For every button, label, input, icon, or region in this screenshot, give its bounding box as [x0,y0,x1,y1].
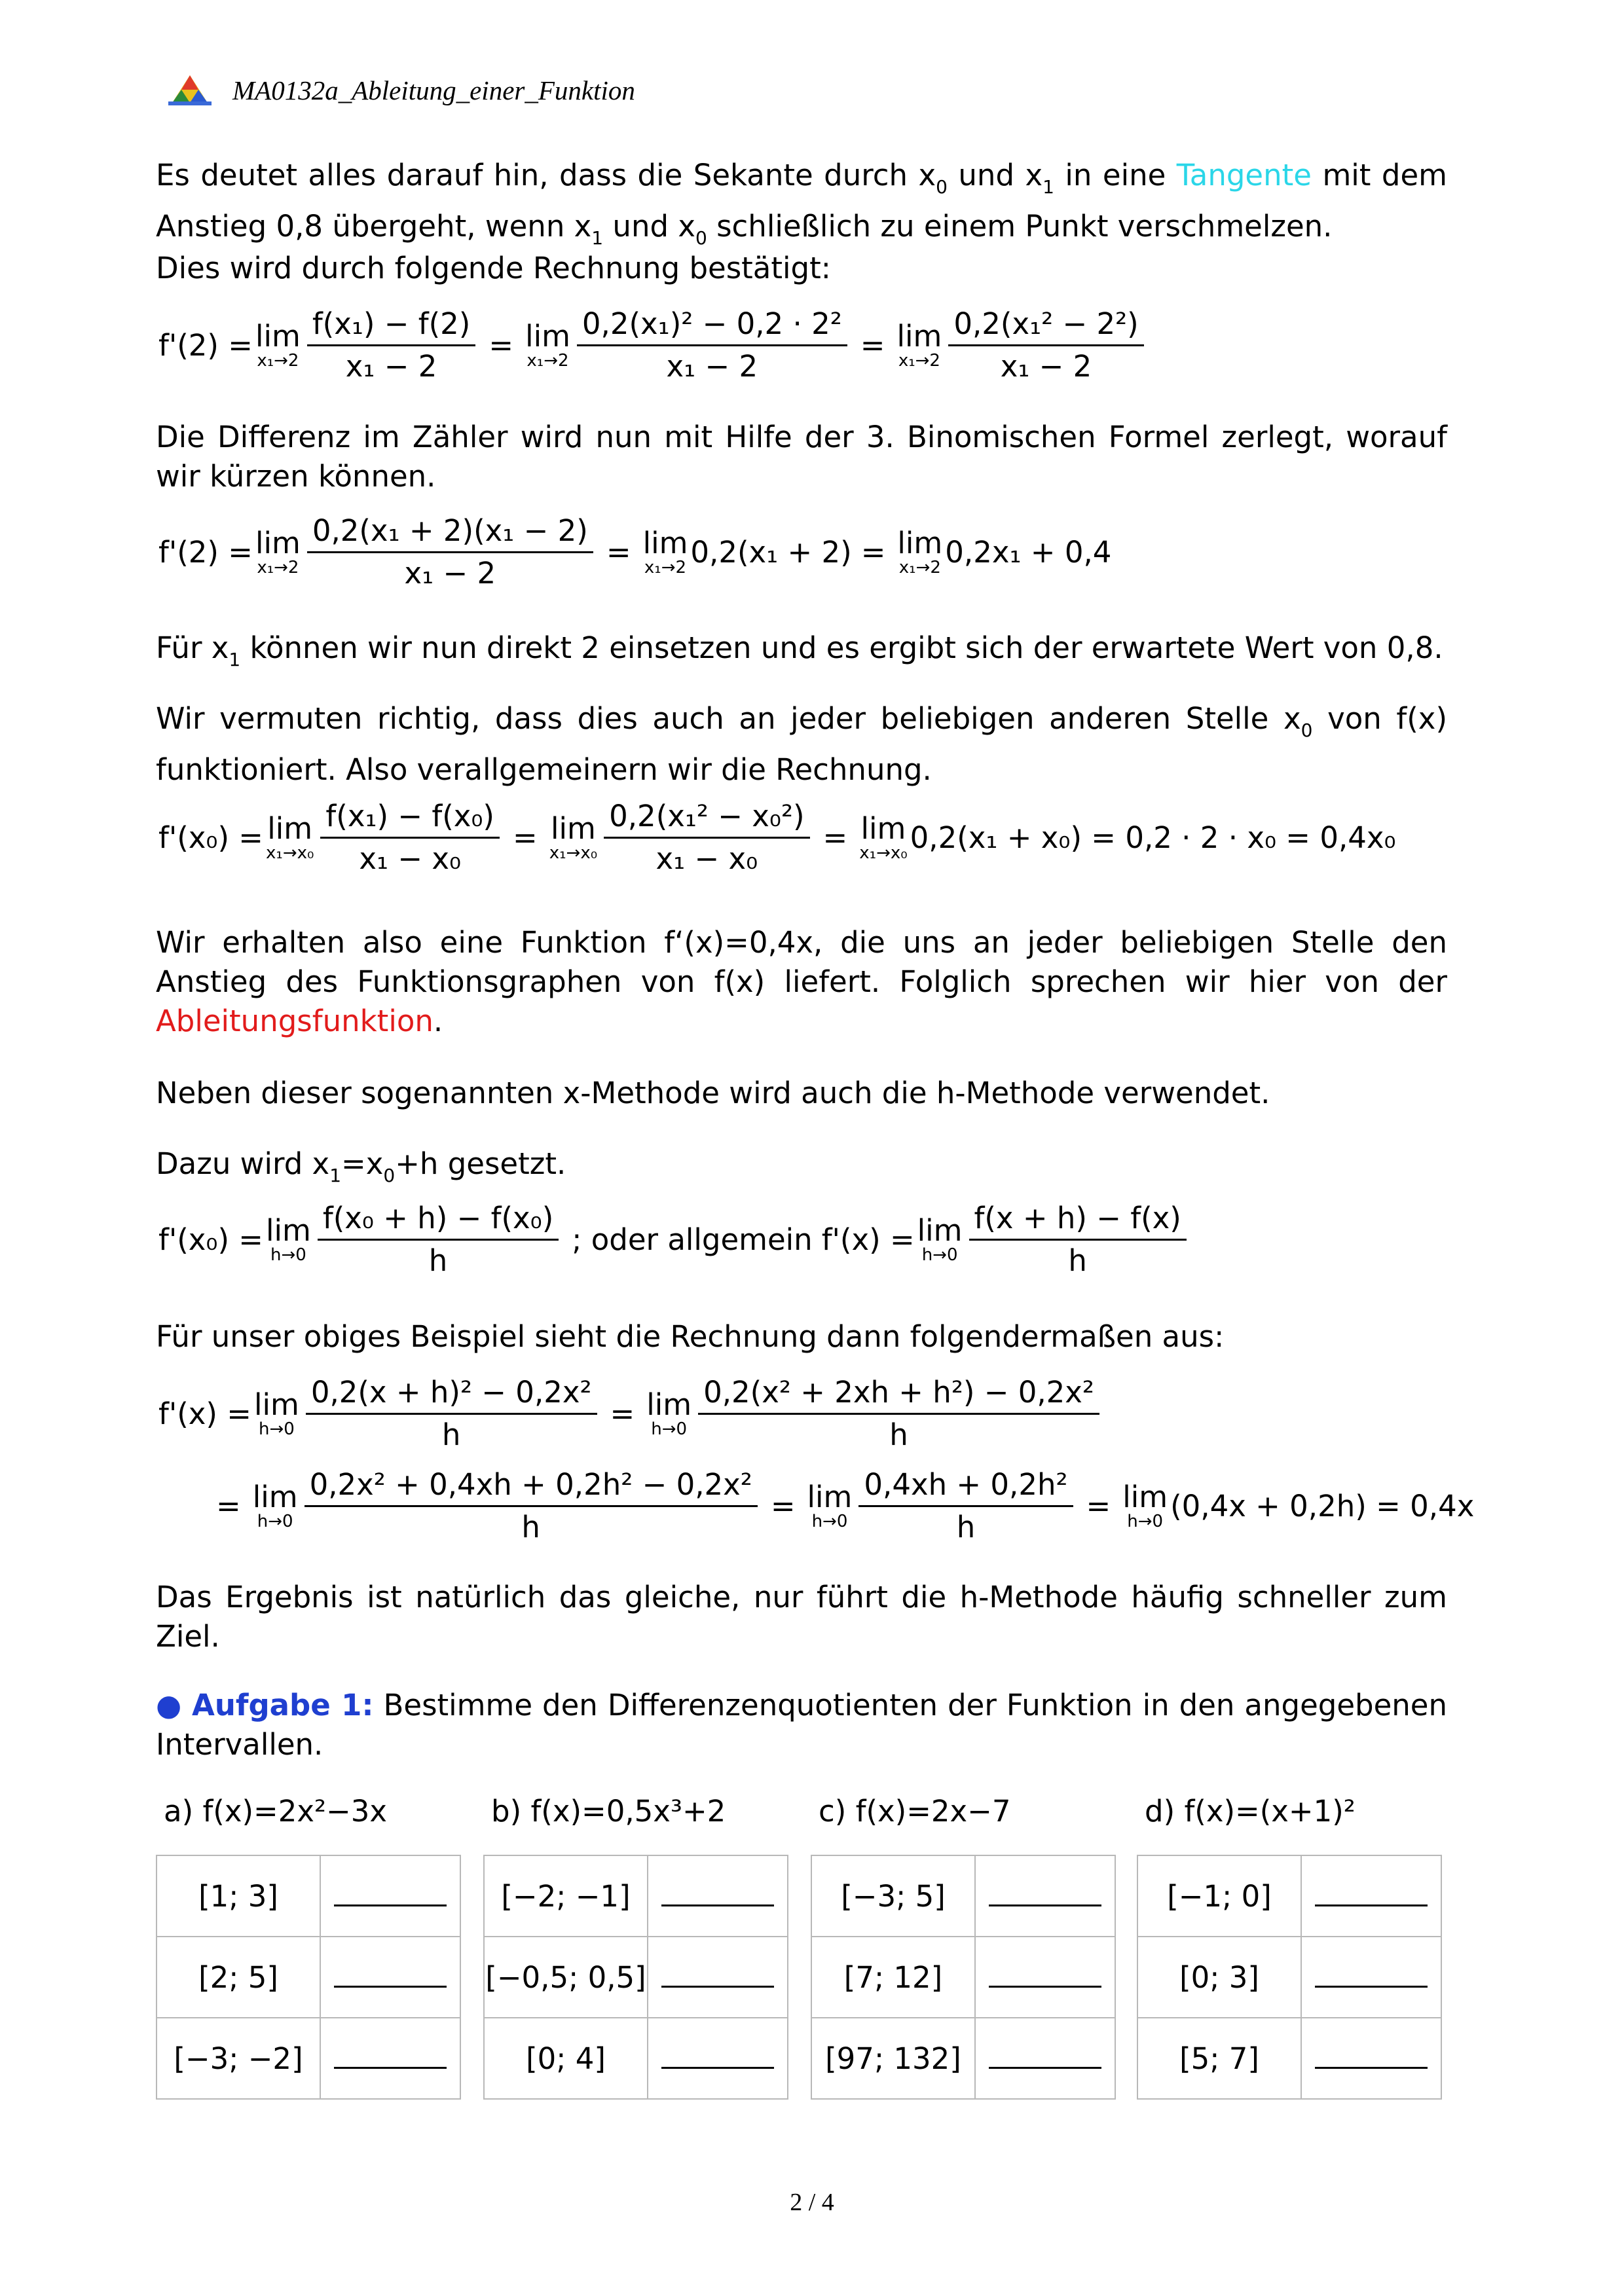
table-row: [97; 132] [811,2018,1115,2099]
answer-blank[interactable] [989,1963,1101,1988]
answer-blank[interactable] [989,2045,1101,2069]
interval-table-c [811,1855,1116,2100]
document-title: MA0132a_Ableitung_einer_Funktion [232,75,635,105]
answer-blank[interactable] [661,2045,774,2069]
interval-table-a [156,1855,461,2100]
table-row: [−3; −2] [157,2018,460,2099]
tangente-term: Tangente [1176,158,1312,192]
answer-blank[interactable] [1315,1882,1428,1906]
page-number: 2 / 4 [790,2189,834,2216]
function-c-heading: c) f(x)=2x−7 [819,1794,1011,1829]
paragraph-3: Die Differenz im Zähler wird nun mit Hilfe der 3. Binomischen Formel zerlegt, worauf wir kürzen können. [156,420,1447,494]
bullet-icon: ● [156,1688,182,1722]
answer-blank[interactable] [1315,2045,1428,2069]
function-d-heading: d) f(x)=(x+1)² [1145,1794,1356,1829]
table-row: [−3; 5] [811,1855,1115,1937]
equation-6: = lim h→0 $\frac{\text{0,2x² + 0,4xh + 0,2h² − 0,2x²}}{h}$ = lim h→0 $\frac{\text{0,4xh + 0,2h²}}{h}$ = lim h→0 (0,4x + 0,2h) = 0,4x [216,1467,1475,1544]
paragraph-5: Wir vermuten richtig, dass dies auch an jeder beliebigen anderen Stelle $x_0$ von f(x) funktioniert. Also verallgemeinern wir die Rechnung. [156,701,1447,787]
equation-5: f'(x) = lim h→0 $\frac{\text{0,2(x + h)² − 0,2x²}}{h}$ = lim h→0 $\frac{\text{0,2(x² + 2xh + h²) − 0,2x²}}{h}$ [158,1376,1103,1451]
table-row: [0; 4] [484,2018,788,2099]
paragraph-10: Das Ergebnis ist natürlich das gleiche, nur führt die h-Methode häufig schneller zum Ziel. [156,1580,1447,1654]
paragraph-2: Dies wird durch folgende Rechnung bestätigt: [156,251,831,285]
task-1: ● Aufgabe 1: Bestimme den Differenzenquotienten der Funktion in den angegebenen Intervallen. [156,1688,1448,1762]
function-a-heading: a) f(x)=2x²−3x [164,1794,388,1829]
answer-blank[interactable] [334,2045,447,2069]
answer-blank[interactable] [661,1963,774,1988]
paragraph-6: Wir erhalten also eine Funktion f‘(x)=0,4x, die uns an jeder beliebigen Stelle den Anstieg des Funktionsgraphen von f(x) liefert. Folglich sprechen wir hier von der Ableitungsfunktion. [156,925,1447,1038]
paragraph-7: Neben dieser sogenannten x-Methode wird auch die h-Methode verwendet. [156,1076,1270,1110]
task-label: Aufgabe 1: [192,1688,374,1722]
answer-blank[interactable] [334,1882,447,1906]
paragraph-4: Für $x_1$ können wir nun direkt 2 einsetzen und es ergibt sich der erwartete Wert von 0,8. [156,630,1443,670]
answer-blank[interactable] [989,1882,1101,1906]
table-row: [−2; −1] [484,1855,788,1937]
equation-3: f'(x₀) = lim x₁→x₀ $\frac{\text{f(x₁) − f(x₀)}}{\text{x₁ − x₀}}$ = lim x₁→x₀ $\frac{\text{0,2(x₁² − x₀²)}}{\text{x₁ − x₀}}$ = lim x₁→x₀ 0,2(x₁ + x₀) = 0,2 · 2 · x₀ = 0,4x₀ [158,799,1396,876]
paragraph-1: Es deutet alles darauf hin, dass die Sekante durch $x_0$ und $x_1$ in eine Tangente mit dem Anstieg 0,8 übergeht, wenn $x_1$ und $x_0$ schließlich zu einem Punkt verschmelzen. [156,158,1447,249]
function-b-heading: b) f(x)=0,5x³+2 [491,1794,726,1829]
answer-blank[interactable] [334,1963,447,1988]
interval-table-b [483,1855,788,2100]
answer-blank[interactable] [661,1882,774,1906]
table-row: [7; 12] [811,1937,1115,2018]
table-row: [1; 3] [157,1855,460,1937]
table-row: [5; 7] [1137,2018,1441,2099]
equation-1: f'(2) = lim x₁→2 $\frac{\text{f(x₁) − f(2)}}{\text{x₁ − 2}}$ = lim x₁→2 $\frac{\text{0,2(x₁)² − 0,2 · 2²}}{\text{x₁ − 2}}$ = lim x₁→2 $\frac{\text{0,2(x₁² − 2²)}}{\text{x₁ − 2}}$ [158,308,1148,383]
interval-table-d [1137,1855,1442,2100]
table-row: [2; 5] [157,1937,460,2018]
ableitungsfunktion-term: Ableitungsfunktion [156,1004,434,1038]
table-row: [−1; 0] [1137,1855,1441,1937]
page-header [167,71,635,110]
equation-4: f'(x₀) = lim h→0 $\frac{\text{f(x₀ + h) − f(x₀)}}{h}$ ; oder allgemein f'(x) = lim h→0 $\frac{f(x + h) - f(x)}{h}$ [158,1202,1190,1277]
table-row: [−0,5; 0,5] [484,1937,788,2018]
paragraph-8: Dazu wird $x_1=x_0+h$ gesetzt. [156,1146,566,1186]
paragraph-9: Für unser obiges Beispiel sieht die Rechnung dann folgendermaßen aus: [156,1319,1225,1354]
logo-icon [167,74,213,107]
equation-2: f'(2) = lim x₁→2 $\frac{\text{0,2(x₁ + 2)(x₁ − 2)}}{\text{x₁ − 2}}$ = lim x₁→2 0,2(x₁ + 2) = lim x₁→2 0,2x₁ + 0,4 [158,513,1112,591]
answer-blank[interactable] [1315,1963,1428,1988]
table-row: [0; 3] [1137,1937,1441,2018]
